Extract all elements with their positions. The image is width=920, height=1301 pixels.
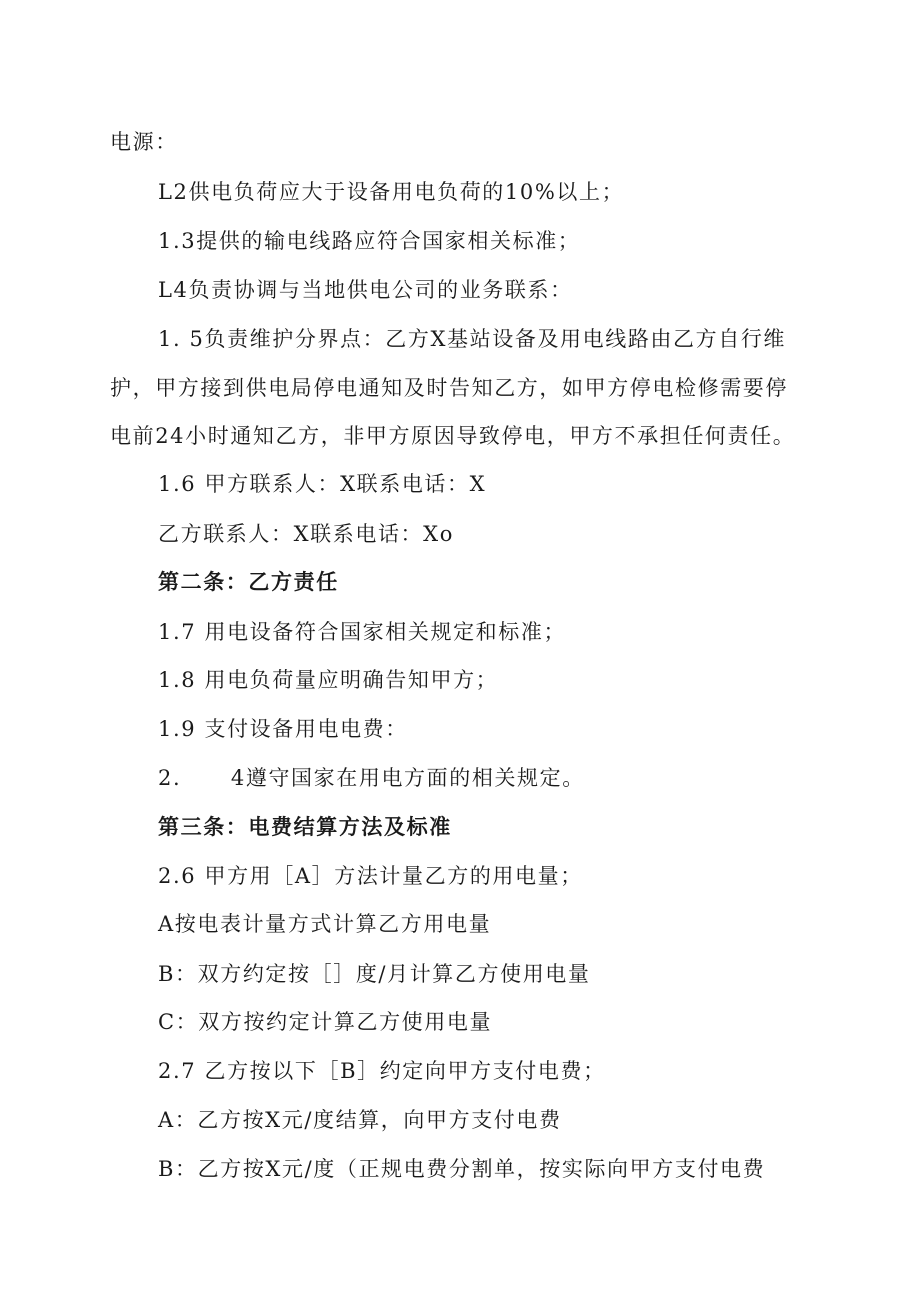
text-line-1-8: 1.8 用电负荷量应明确告知甲方； — [158, 668, 499, 692]
text-line-payment-b: B：乙方按X元/度（正规电费分割单，按实际向甲方支付电费 — [158, 1157, 766, 1181]
text-line-party-b-contact: 乙方联系人：X联系电话：Xo — [158, 522, 454, 546]
section-heading-article-3: 第三条：电费结算方法及标准 — [158, 814, 452, 839]
text-line-1-5: 1. 5负责维护分界点：乙方X基站设备及用电线路由乙方自行维 — [158, 327, 787, 351]
text-line-2-7: 2.7 乙方按以下［B］约定向甲方支付电费； — [158, 1059, 606, 1083]
text-line-option-b-agreed: B：双方约定按［］度/月计算乙方使用电量 — [158, 962, 591, 986]
text-line-1-6: 1.6 甲方联系人：X联系电话：X — [158, 472, 487, 496]
text-line-option-a-meter: A按电表计量方式计算乙方用电量 — [158, 912, 492, 936]
text-line-1-5-cont-2: 电前24小时通知乙方，非甲方原因导致停电，甲方不承担任何责任。 — [110, 424, 796, 448]
section-heading-article-2: 第二条：乙方责任 — [158, 569, 339, 594]
text-line-1-3: 1.3提供的输电线路应符合国家相关标准； — [158, 229, 581, 253]
text-line-1-4: L4负责协调与当地供电公司的业务联系： — [158, 278, 573, 302]
text-line-power-source: 电源： — [110, 130, 178, 154]
text-line-2-4: 2. 4遵守国家在用电方面的相关规定。 — [158, 766, 585, 790]
text-line-payment-a: A：乙方按X元/度结算，向甲方支付电费 — [158, 1108, 562, 1132]
text-line-2-6: 2.6 甲方用［A］方法计量乙方的用电量； — [158, 864, 583, 888]
text-line-option-c-agreed: C：双方按约定计算乙方使用电量 — [158, 1010, 493, 1034]
text-line-1-5-cont-1: 护，甲方接到供电局停电通知及时告知乙方，如甲方停电检修需要停 — [110, 376, 788, 400]
text-line-1-7: 1.7 用电设备符合国家相关规定和标准； — [158, 620, 567, 644]
text-line-1-9: 1.9 支付设备用电电费： — [158, 717, 408, 741]
text-line-1-2: L2供电负荷应大于设备用电负荷的10%以上； — [158, 180, 625, 204]
